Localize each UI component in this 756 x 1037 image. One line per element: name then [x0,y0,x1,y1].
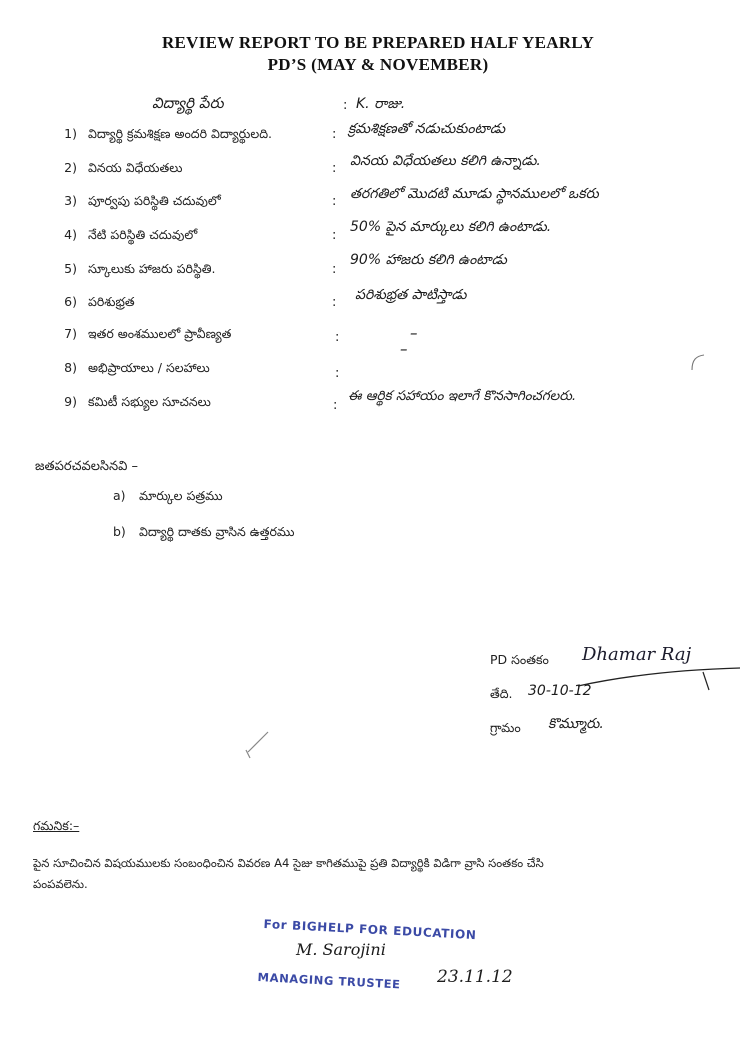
item-label: నేటి పరిస్థితి చదువులో [88,227,198,242]
item-number: 7) [64,326,77,341]
village-label: గ్రామం [490,720,521,735]
item-number: 2) [64,160,77,175]
item-label: అభిప్రాయాలు / సలహాలు [88,360,210,375]
student-name-value: K. రాజు. [356,96,406,112]
item-answer: – [400,340,408,358]
attachment-marker: a) [113,488,126,503]
item-answer: క్రమశిక్షణతో నడుచుకుంటాడు [348,121,506,137]
student-name-label: విద్యార్థి పేరు [152,94,224,112]
note-body-line-1: పైన సూచించిన విషయములకు సంబంధించిన వివరణ A4 సైజు కాగితముపై ప్రతి విద్యార్థికి విడిగా వ్రాసి సంతకం చేసి [33,856,544,870]
item-number: 1) [64,126,77,141]
stamp-date: 23.11.12 [437,967,513,987]
item-colon: : [332,228,337,243]
pd-signature-label: PD సంతకం [490,652,549,667]
item-colon: : [332,127,337,142]
item-answer: 50% పైన మార్కులు కలిగి ఉంటాడు. [350,219,552,235]
item-number: 9) [64,394,77,409]
item-colon: : [332,194,337,209]
item-number: 8) [64,360,77,375]
item-answer: తరగతిలో మొదటి మూడు స్థానములలో ఒకరు [350,186,599,202]
item-label: స్కూలుకు హాజరు పరిస్థితి. [88,261,216,276]
item-number: 5) [64,261,77,276]
stamp-organization: For BIGHELP FOR EDUCATION [263,917,477,943]
item-answer: 90% హాజరు కలిగి ఉంటాడు [350,252,507,268]
item-number: 3) [64,193,77,208]
pen-mark [238,728,272,764]
pd-date: 30-10-12 [528,683,592,699]
signature-flourish [575,660,745,692]
item-answer: పరిశుభ్రత పాటిస్తాడు [355,287,467,303]
item-colon: : [332,295,337,310]
note-body-line-2: పంపవలెను. [33,877,88,891]
item-colon: : [332,161,337,176]
item-colon: : [332,262,337,277]
attachment-item: విద్యార్థి దాతకు వ్రాసిన ఉత్తరము [139,524,295,539]
item-label: విద్యార్థి క్రమశిక్షణ అందరి విద్యార్థులది. [88,126,273,141]
item-colon: : [335,366,340,381]
student-name-colon: : [343,98,348,113]
item-label: వినయ విధేయతలు [88,160,183,175]
attachment-marker: b) [113,524,126,539]
note-heading: గమనిక:– [33,818,80,833]
item-colon: : [335,330,340,345]
title-line-2: PD’S (MAY & NOVEMBER) [267,55,489,74]
item-number: 4) [64,227,77,242]
item-label: పూర్వపు పరిస్థితి చదువులో [88,193,221,208]
village-value: కొమ్మూరు. [548,716,604,732]
item-number: 6) [64,294,77,309]
item-answer: – [410,324,418,342]
item-label: పరిశుభ్రత [88,294,135,309]
attachments-heading: జతపరచవలసినవి – [35,459,139,474]
pd-date-label: తేది. [490,686,513,701]
attachment-item: మార్కుల పత్రము [139,488,223,503]
item-label: కమిటీ సభ్యుల సూచనలు [88,394,211,409]
pen-mark [688,352,708,372]
title-line-1: REVIEW REPORT TO BE PREPARED HALF YEARLY [161,33,595,52]
item-answer: ఈ ఆర్థిక సహాయం ఇలాగే కొనసాగించగలరు. [348,388,577,404]
stamp-title: MANAGING TRUSTEE [257,970,401,992]
item-answer: వినయ విధేయతలు కలిగి ఉన్నాడు. [350,153,541,169]
item-label: ఇతర అంశములలో ప్రావీణ్యత [88,326,232,341]
pd-signature: Dhamar Raj [582,644,692,665]
item-colon: : [333,398,338,413]
stamp-signature: M. Sarojini [296,940,386,959]
